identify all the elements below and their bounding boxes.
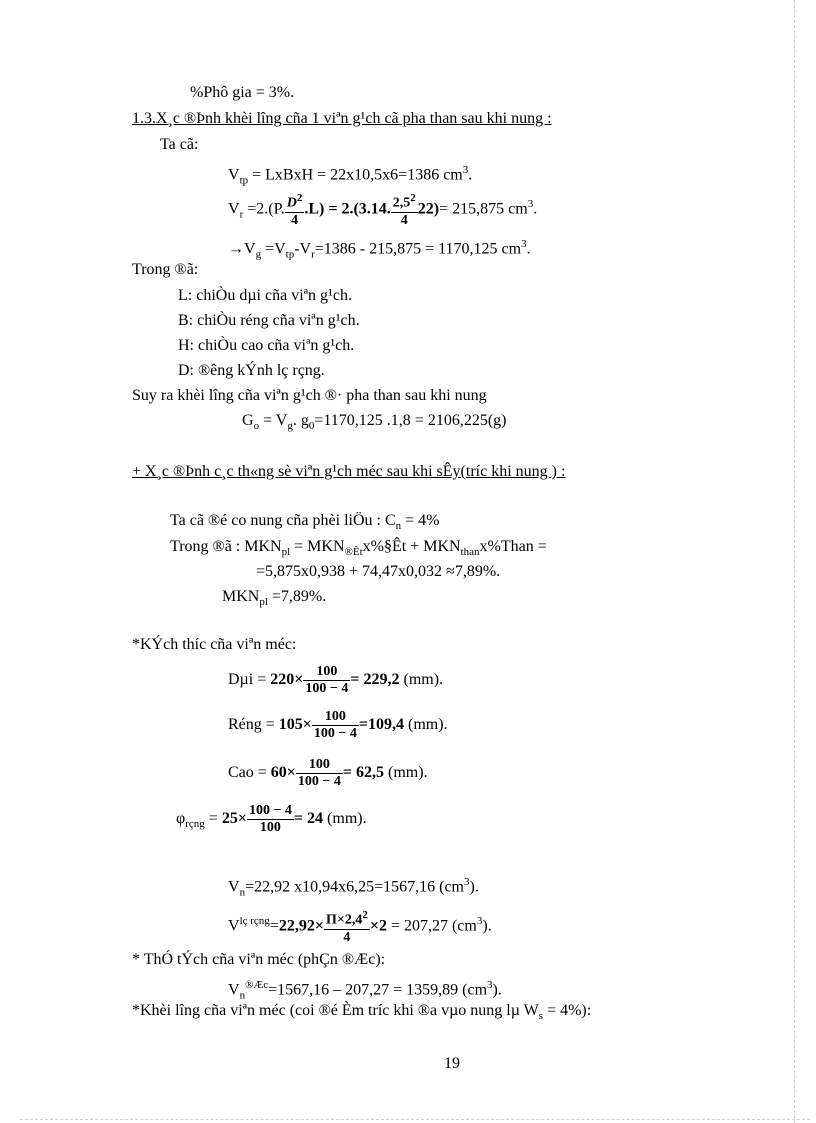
we-have-label: Ta cã: (160, 136, 199, 153)
equation-length: Dµi = 220× $\frac{100}{100 - 4}$ = 229,2 (mm). (228, 663, 444, 696)
page-number: 19 (444, 1055, 460, 1072)
additive-percent: %Phô gia = 3%. (190, 84, 295, 101)
where-label: Trong ®ã: (132, 261, 199, 278)
page-edge-bottom (20, 1119, 810, 1120)
page-edge-right (794, 0, 795, 1123)
equation-vn: $V_n=22,92$ x10,94x6,25=1567,16 $(cm^3)$. (228, 876, 479, 899)
volume-heading: * ThÓ tÝch cña viªn méc (phÇn ®Æc): (132, 951, 386, 968)
derivation-text: Suy ra khèi lîng cña viªn g¹ch ®· pha than sau khi nung (132, 387, 487, 404)
equation-vn-solid: $V_n^{®Æc}=1567,16 - 207,27 = 1359,89$ $(cm^3)$. (228, 979, 502, 1002)
equation-height: Cao = 60× $\frac{100}{100 - 4}$ = 62,5 (mm). (228, 756, 428, 789)
equation-vr: $V_r =2.(P$. $\frac{D^2}{4}$ .L) = 2.(3.14. $\frac{2,5^2}{4}$ 22)= 215,875 $cm^3$. (228, 192, 538, 228)
definition-h: H: chiÒu cao cña viªn g¹ch. (178, 337, 355, 354)
mkn-equation-line2: =5,875x0,938 + 74,47x0,032 ≈7,89%. (256, 563, 501, 580)
mkn-result: $MKN_{pl} =7,89\%$. (222, 588, 327, 609)
definition-l: L: chiÒu dµi cña viªn g¹ch. (178, 287, 352, 304)
dimensions-heading: *KÝch thíc cña viªn méc: (132, 636, 297, 653)
equation-go: $G_o = V_g$. $g_0=1170,125$ .1,8 = 2106,225(g) (242, 412, 507, 433)
equation-width: Réng = 105× $\frac{100}{100 - 4}$ =109,4 (mm). (228, 708, 448, 741)
section-heading-dry-params: + X¸c ®Þnh c¸c th«ng sè viªn g¹ch méc sau khi sÊy(tríc khi nung ) : (132, 463, 566, 480)
mass-heading: *Khèi lîng cña viªn méc (coi ®é Èm tríc khi ®a vµo nung lµ $W_s = 4\%$): (132, 1002, 592, 1023)
equation-hole-diameter: $\varphi_{rçng} = 25\times$ $\frac{100 - 4}{100}$ = 24 (mm). (176, 802, 367, 835)
equation-vhole: $V^{lç rçng}=22,92\times$ $\frac{\Pi\times 2,4^2}{4}$ ×2 = 207,27 $(cm^3)$. (228, 909, 492, 945)
section-heading-1-3: 1.3.X¸c ®Þnh khèi lîng cña 1 viªn g¹ch cã pha than sau khi nung : (132, 110, 552, 127)
mkn-equation-line1: Trong ®ã : $MKN_{pl}$ = $MKN_{®Êt}x\%\S Êt$ + $MKN_{than}x\%Than$ = (170, 538, 547, 559)
equation-vg: $\to V_g =V_{tp}-V_r=1386 - 215,875 = 1170,125$ $cm^3$. (228, 238, 531, 261)
equation-vtp: $V_{tp}$ = LxBxH = 22x10,5x6=1386 $cm^3$. (228, 164, 473, 187)
definition-b: B: chiÒu réng cña viªn g¹ch. (178, 312, 360, 329)
definition-d: D: ®êng kÝnh lç rçng. (178, 362, 325, 379)
arrow-icon: → (228, 240, 244, 258)
shrinkage-line: Ta cã ®é co nung cña phèi liÖu : $C_n = 4\%$ (170, 512, 440, 533)
